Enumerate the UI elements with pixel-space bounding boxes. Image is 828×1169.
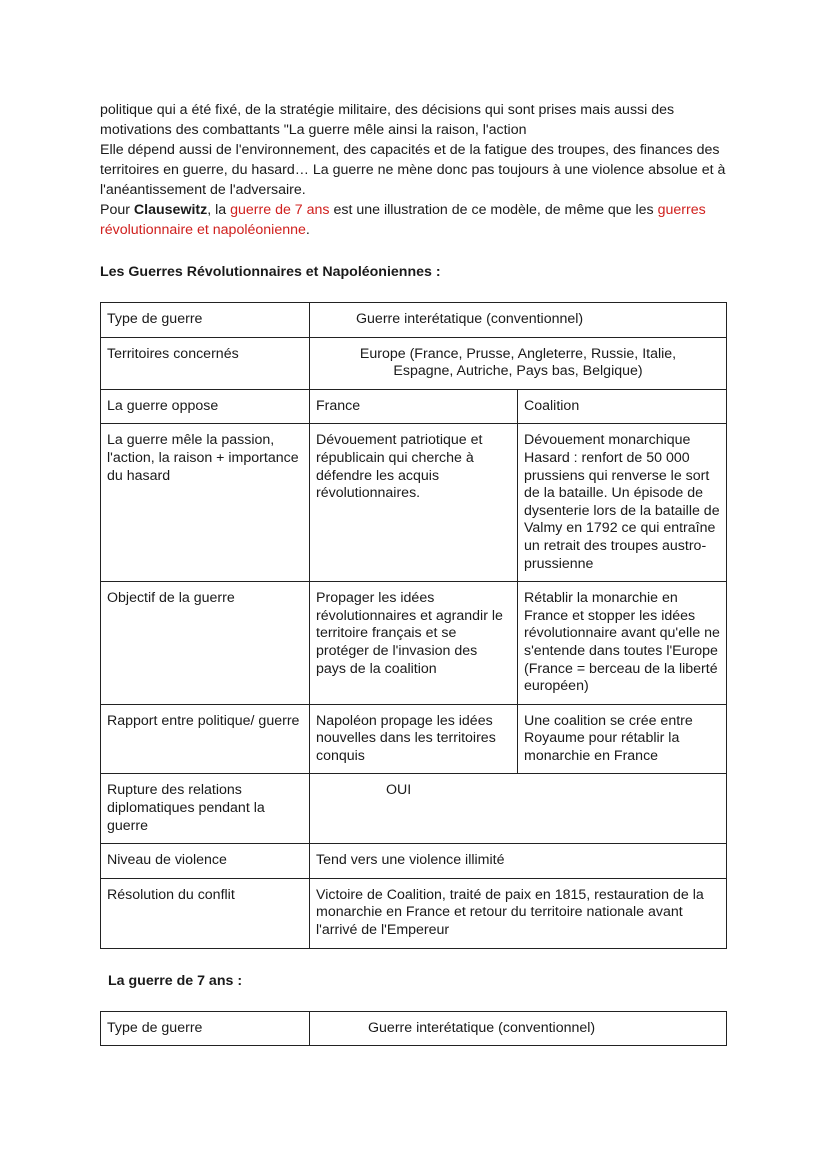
passion-coalition: Dévouement monarchique Hasard : renfort de 50 000 prussiens qui renverse le sort de la bataille. Un épisode de dysenterie lors de la bataille de Valmy en 1792 ce qui entraîne un retrait des troupes austro-prussienne	[518, 424, 727, 582]
intro-paragraph-1: politique qui a été fixé, de la stratégie militaire, des décisions qui sont prises mais aussi des motivations des combattants "La guerre mêle ainsi la raison, l'action	[100, 102, 675, 138]
side-coalition: Coalition	[518, 389, 727, 424]
table-row	[101, 704, 727, 774]
seven-years-war-table	[100, 1011, 727, 1047]
table-row	[101, 424, 727, 582]
row-label: La guerre oppose	[101, 389, 310, 424]
table-row	[101, 582, 727, 705]
territories-value: Europe (France, Prusse, Angleterre, Russie, Italie, Espagne, Autriche, Pays bas, Belgique)	[310, 337, 727, 389]
seven-years-war-highlight: guerre de 7 ans	[230, 202, 330, 218]
table-row	[101, 844, 727, 879]
row-label: Résolution du conflit	[101, 878, 310, 948]
violence-value: Tend vers une violence illimité	[310, 844, 727, 879]
table-row	[101, 303, 727, 338]
intro-after: est une illustration de ce modèle, de même que les	[329, 202, 658, 218]
row-value	[310, 1011, 727, 1046]
intro-paragraph-3	[100, 200, 726, 240]
row-value	[310, 774, 727, 844]
row-value	[310, 303, 727, 338]
intro-prefix: Pour	[100, 202, 134, 218]
row-label: Territoires concernés	[101, 337, 310, 389]
section-heading-seven-years-war: La guerre de 7 ans :	[108, 972, 243, 989]
objective-france: Propager les idées révolutionnaires et agrandir le territoire français et se protéger de l'invasion des pays de la coalition	[310, 582, 518, 705]
revolutionary-wars-table	[100, 302, 727, 949]
objective-coalition: Rétablir la monarchie en France et stopper les idées révolutionnaire avant qu'elle ne s'entende dans toutes l'Europe (France = berceau de la liberté européen)	[518, 582, 727, 705]
table-row	[101, 389, 727, 424]
row-label: Niveau de violence	[101, 844, 310, 879]
row-label: La guerre mêle la passion, l'action, la raison + importance du hasard	[101, 424, 310, 582]
relation-france: Napoléon propage les idées nouvelles dans les territoires conquis	[310, 704, 518, 774]
passion-france: Dévouement patriotique et républicain qui cherche à défendre les acquis révolutionnaires.	[310, 424, 518, 582]
table-row	[101, 337, 727, 389]
row-label: Rapport entre politique/ guerre	[101, 704, 310, 774]
clausewitz-name: Clausewitz	[133, 202, 208, 218]
row-label: Type de guerre	[101, 1011, 310, 1046]
table-row	[101, 878, 727, 948]
rupture-value: OUI	[386, 782, 412, 799]
intro-end: .	[305, 222, 310, 238]
revolutionary-wars-highlight: guerres révolutionnaire et napoléonienne	[100, 202, 706, 238]
document-page	[100, 100, 726, 1046]
row-label: Rupture des relations diplomatiques pendant la guerre	[101, 774, 310, 844]
resolution-value: Victoire de Coalition, traité de paix en 1815, restauration de la monarchie en France et retour du territoire nationale avant l'arrivé de l'Empereur	[310, 878, 727, 948]
relation-coalition: Une coalition se crée entre Royaume pour rétablir la monarchie en France	[518, 704, 727, 774]
side-france: France	[310, 389, 518, 424]
type-value: Guerre interétatique (conventionnel)	[368, 1019, 596, 1036]
type-value: Guerre interétatique (conventionnel)	[356, 311, 584, 327]
row-label: Objectif de la guerre	[101, 582, 310, 705]
intro-paragraph-2: Elle dépend aussi de l'environnement, des capacités et de la fatigue des troupes, des finances des territoires en guerre, du hasard… La guerre ne mène donc pas toujours à une violence absolue et à l'anéantissement de l'adversaire.	[100, 142, 726, 198]
section-heading-revolutionary-wars: Les Guerres Révolutionnaires et Napoléoniennes :	[100, 264, 441, 280]
table-row	[101, 774, 727, 844]
intro-mid: , la	[207, 202, 231, 218]
table-row	[101, 1011, 727, 1046]
row-label: Type de guerre	[101, 303, 310, 338]
